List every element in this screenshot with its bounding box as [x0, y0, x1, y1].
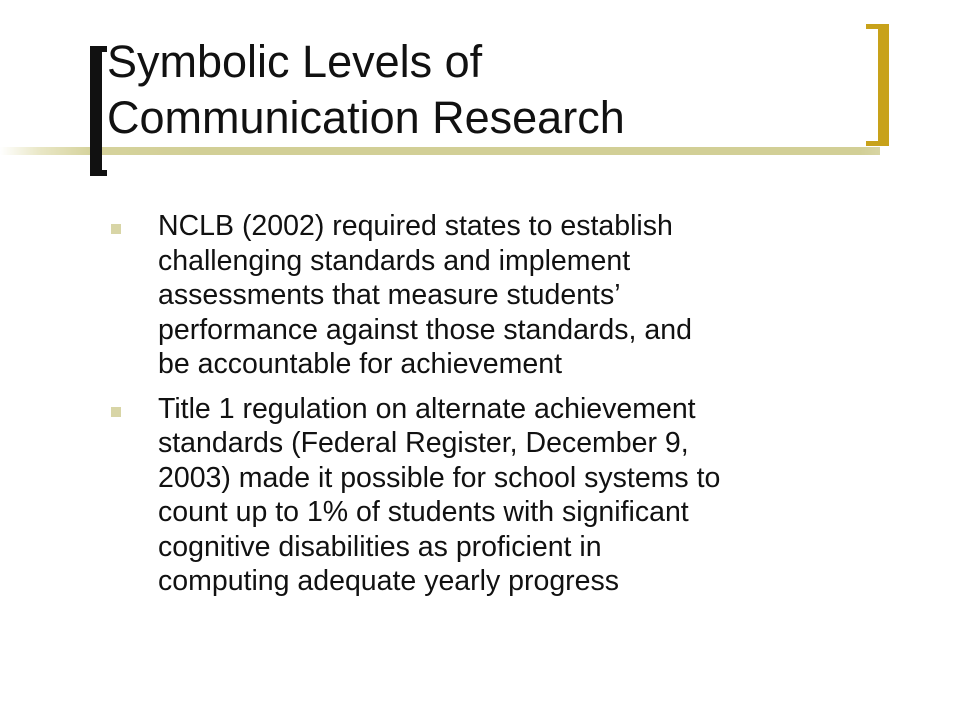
bullet-line: assessments that measure students’ [158, 279, 621, 311]
right-bracket-icon [866, 24, 889, 146]
bullet-line: performance against those standards, and [158, 313, 692, 346]
slide-title [107, 34, 847, 146]
bullet-line: computing adequate yearly progress [158, 565, 620, 597]
square-bullet-icon [111, 224, 121, 234]
bullet-line: challenging standards and implement [158, 244, 631, 277]
bullet-line: be accountable for achievement [158, 348, 563, 380]
bullet-item-title1 [108, 392, 908, 599]
bullet-item-nclb [108, 209, 908, 382]
left-bracket-icon [90, 46, 107, 176]
bullet-line: standards (Federal Register, December 9, [158, 427, 689, 459]
title-line-1: Symbolic Levels of [107, 36, 483, 87]
bullet-line: NCLB (2002) required states to establish [158, 210, 673, 242]
square-bullet-icon [111, 407, 121, 417]
header-rule [0, 147, 880, 155]
bullet-line: cognitive disabilities as proficient in [158, 530, 602, 563]
bullet-list [108, 209, 908, 609]
title-line-2: Communication Research [107, 92, 625, 143]
bullet-line: Title 1 regulation on alternate achievement [158, 392, 696, 425]
bullet-line: count up to 1% of students with significant [158, 496, 689, 528]
bullet-line: 2003) made it possible for school systems to [158, 461, 721, 494]
